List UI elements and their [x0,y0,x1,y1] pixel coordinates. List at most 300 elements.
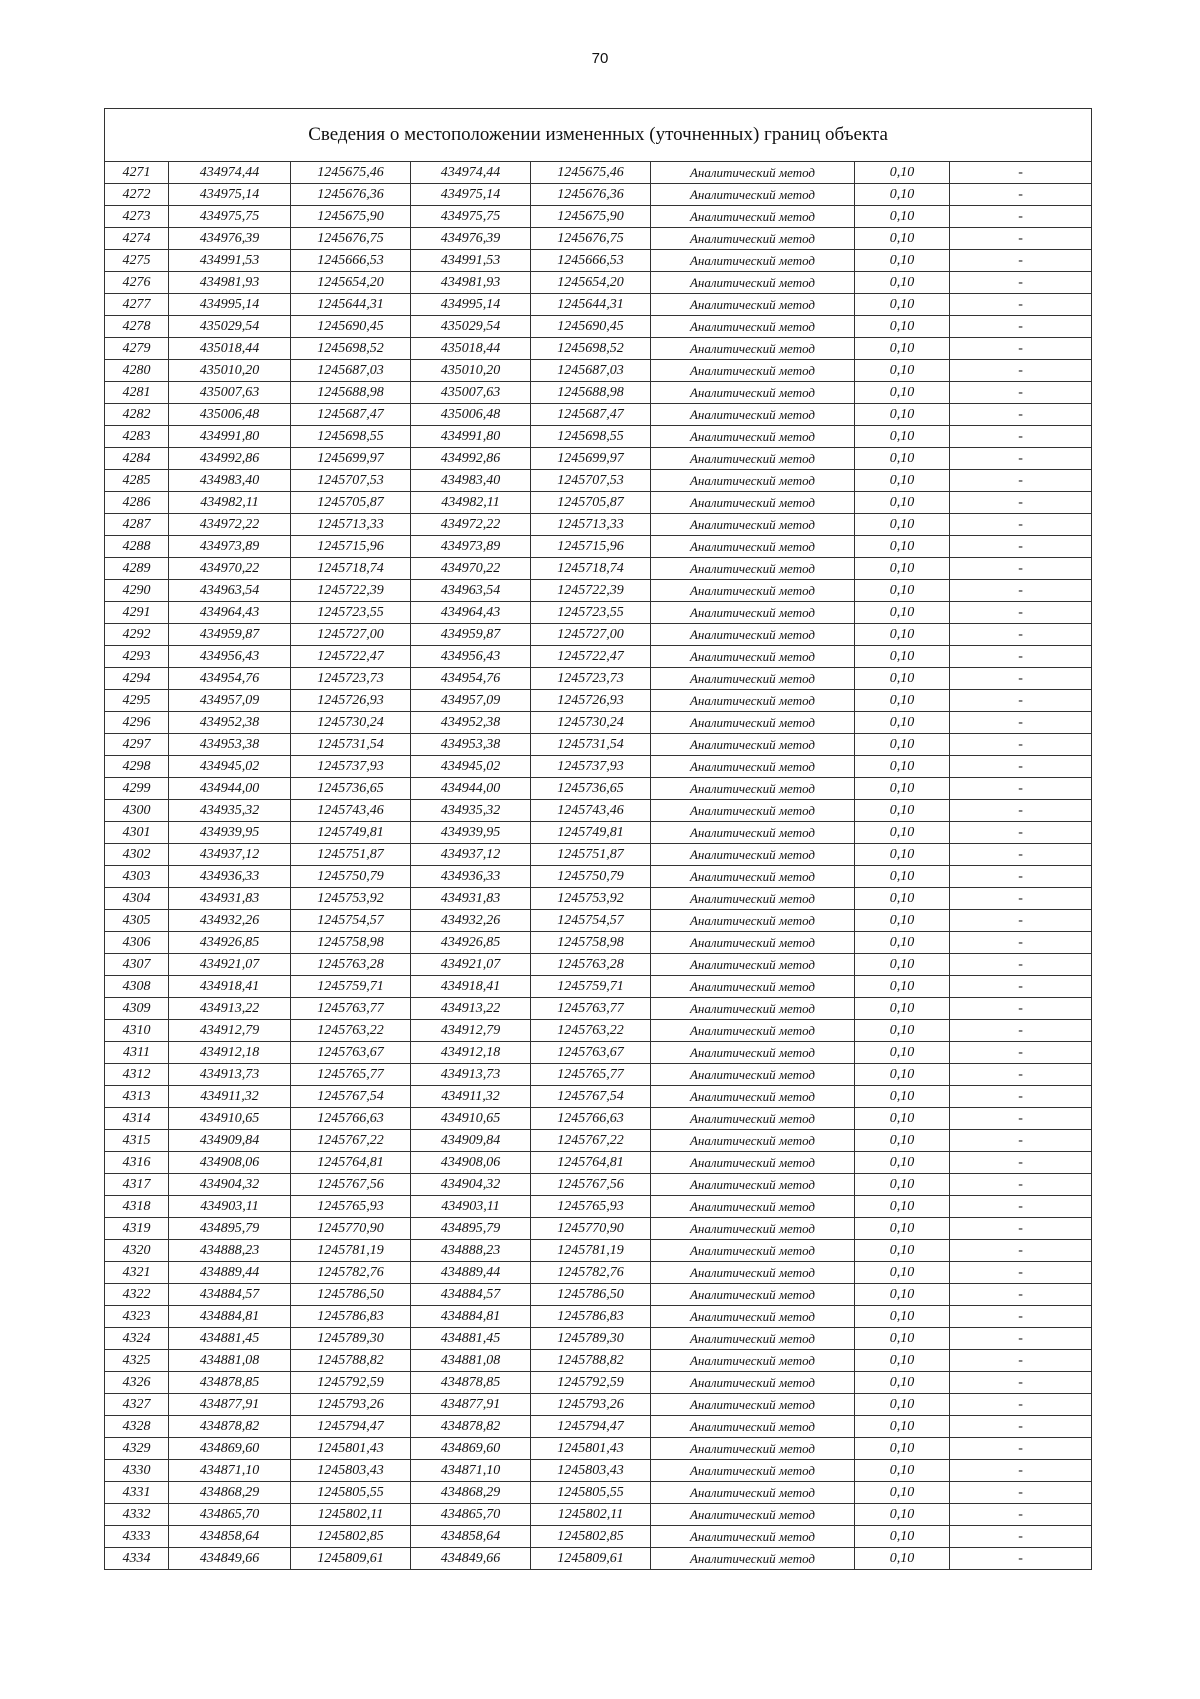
table-row [105,1218,1092,1240]
y-existing-cell: 1245722,39 [291,580,411,602]
table-row [105,558,1092,580]
point-number-cell: 4284 [105,448,169,470]
method-cell: Аналитический метод [651,294,855,316]
accuracy-cell: 0,10 [855,844,950,866]
description-cell: - [950,976,1092,998]
point-number-cell: 4288 [105,536,169,558]
accuracy-cell: 0,10 [855,1284,950,1306]
x-new-cell: 434991,80 [411,426,531,448]
x-existing-cell: 434959,87 [169,624,291,646]
point-number-cell: 4320 [105,1240,169,1262]
table-row [105,1482,1092,1504]
y-existing-cell: 1245730,24 [291,712,411,734]
description-cell: - [950,162,1092,184]
x-existing-cell: 434981,93 [169,272,291,294]
accuracy-cell: 0,10 [855,1328,950,1350]
description-cell: - [950,602,1092,624]
accuracy-cell: 0,10 [855,998,950,1020]
method-cell: Аналитический метод [651,690,855,712]
x-existing-cell: 434881,08 [169,1350,291,1372]
accuracy-cell: 0,10 [855,1218,950,1240]
table-row [105,162,1092,184]
y-new-cell: 1245766,63 [531,1108,651,1130]
table-row [105,734,1092,756]
description-cell: - [950,1548,1092,1570]
method-cell: Аналитический метод [651,1306,855,1328]
accuracy-cell: 0,10 [855,910,950,932]
accuracy-cell: 0,10 [855,800,950,822]
y-new-cell: 1245786,50 [531,1284,651,1306]
x-existing-cell: 434926,85 [169,932,291,954]
x-new-cell: 434895,79 [411,1218,531,1240]
method-cell: Аналитический метод [651,448,855,470]
description-cell: - [950,1262,1092,1284]
y-existing-cell: 1245698,55 [291,426,411,448]
method-cell: Аналитический метод [651,272,855,294]
y-new-cell: 1245786,83 [531,1306,651,1328]
description-cell: - [950,338,1092,360]
x-existing-cell: 434888,23 [169,1240,291,1262]
point-number-cell: 4317 [105,1174,169,1196]
x-new-cell: 434976,39 [411,228,531,250]
point-number-cell: 4329 [105,1438,169,1460]
x-new-cell: 435006,48 [411,404,531,426]
description-cell: - [950,1240,1092,1262]
y-new-cell: 1245767,54 [531,1086,651,1108]
y-existing-cell: 1245763,77 [291,998,411,1020]
x-new-cell: 434975,14 [411,184,531,206]
y-new-cell: 1245763,22 [531,1020,651,1042]
accuracy-cell: 0,10 [855,162,950,184]
x-new-cell: 434957,09 [411,690,531,712]
table-row [105,888,1092,910]
description-cell: - [950,668,1092,690]
y-existing-cell: 1245676,75 [291,228,411,250]
y-new-cell: 1245788,82 [531,1350,651,1372]
accuracy-cell: 0,10 [855,272,950,294]
y-new-cell: 1245705,87 [531,492,651,514]
y-new-cell: 1245722,47 [531,646,651,668]
y-existing-cell: 1245690,45 [291,316,411,338]
x-new-cell: 435018,44 [411,338,531,360]
method-cell: Аналитический метод [651,184,855,206]
description-cell: - [950,1042,1092,1064]
point-number-cell: 4312 [105,1064,169,1086]
y-new-cell: 1245758,98 [531,932,651,954]
table-row [105,954,1092,976]
table-row [105,1262,1092,1284]
accuracy-cell: 0,10 [855,1196,950,1218]
y-existing-cell: 1245788,82 [291,1350,411,1372]
table-row [105,184,1092,206]
accuracy-cell: 0,10 [855,536,950,558]
method-cell: Аналитический метод [651,1394,855,1416]
description-cell: - [950,448,1092,470]
point-number-cell: 4331 [105,1482,169,1504]
y-new-cell: 1245802,11 [531,1504,651,1526]
y-new-cell: 1245743,46 [531,800,651,822]
x-new-cell: 434981,93 [411,272,531,294]
point-number-cell: 4309 [105,998,169,1020]
x-existing-cell: 434895,79 [169,1218,291,1240]
table-row [105,1108,1092,1130]
point-number-cell: 4316 [105,1152,169,1174]
x-existing-cell: 434973,89 [169,536,291,558]
point-number-cell: 4299 [105,778,169,800]
x-existing-cell: 434878,85 [169,1372,291,1394]
y-new-cell: 1245794,47 [531,1416,651,1438]
x-new-cell: 434974,44 [411,162,531,184]
description-cell: - [950,426,1092,448]
table-row [105,1548,1092,1570]
y-existing-cell: 1245753,92 [291,888,411,910]
accuracy-cell: 0,10 [855,1086,950,1108]
x-new-cell: 434884,57 [411,1284,531,1306]
description-cell: - [950,250,1092,272]
accuracy-cell: 0,10 [855,1548,950,1570]
method-cell: Аналитический метод [651,976,855,998]
accuracy-cell: 0,10 [855,470,950,492]
method-cell: Аналитический метод [651,1284,855,1306]
y-existing-cell: 1245687,03 [291,360,411,382]
table-row [105,1064,1092,1086]
table-row [105,822,1092,844]
point-number-cell: 4319 [105,1218,169,1240]
description-cell: - [950,844,1092,866]
y-new-cell: 1245722,39 [531,580,651,602]
accuracy-cell: 0,10 [855,492,950,514]
description-cell: - [950,1526,1092,1548]
x-new-cell: 434878,85 [411,1372,531,1394]
y-existing-cell: 1245765,93 [291,1196,411,1218]
y-new-cell: 1245763,28 [531,954,651,976]
y-new-cell: 1245675,46 [531,162,651,184]
y-existing-cell: 1245786,83 [291,1306,411,1328]
y-existing-cell: 1245723,55 [291,602,411,624]
point-number-cell: 4295 [105,690,169,712]
table-row [105,690,1092,712]
table-row [105,1284,1092,1306]
accuracy-cell: 0,10 [855,1504,950,1526]
x-existing-cell: 434976,39 [169,228,291,250]
x-new-cell: 434865,70 [411,1504,531,1526]
y-existing-cell: 1245743,46 [291,800,411,822]
x-new-cell: 434995,14 [411,294,531,316]
table-row [105,1174,1092,1196]
table-row [105,448,1092,470]
description-cell: - [950,1372,1092,1394]
method-cell: Аналитический метод [651,822,855,844]
accuracy-cell: 0,10 [855,976,950,998]
point-number-cell: 4324 [105,1328,169,1350]
x-new-cell: 434963,54 [411,580,531,602]
x-existing-cell: 435018,44 [169,338,291,360]
point-number-cell: 4298 [105,756,169,778]
table-row [105,206,1092,228]
point-number-cell: 4322 [105,1284,169,1306]
description-cell: - [950,580,1092,602]
x-new-cell: 434956,43 [411,646,531,668]
method-cell: Аналитический метод [651,250,855,272]
method-cell: Аналитический метод [651,360,855,382]
y-existing-cell: 1245763,22 [291,1020,411,1042]
method-cell: Аналитический метод [651,1482,855,1504]
y-new-cell: 1245767,56 [531,1174,651,1196]
description-cell: - [950,778,1092,800]
method-cell: Аналитический метод [651,404,855,426]
accuracy-cell: 0,10 [855,360,950,382]
y-new-cell: 1245687,03 [531,360,651,382]
point-number-cell: 4330 [105,1460,169,1482]
accuracy-cell: 0,10 [855,756,950,778]
method-cell: Аналитический метод [651,316,855,338]
method-cell: Аналитический метод [651,1504,855,1526]
point-number-cell: 4272 [105,184,169,206]
x-new-cell: 434945,02 [411,756,531,778]
table-row [105,382,1092,404]
table-row [105,1504,1092,1526]
y-new-cell: 1245654,20 [531,272,651,294]
point-number-cell: 4325 [105,1350,169,1372]
method-cell: Аналитический метод [651,1064,855,1086]
point-number-cell: 4297 [105,734,169,756]
x-existing-cell: 434918,41 [169,976,291,998]
y-existing-cell: 1245786,50 [291,1284,411,1306]
x-new-cell: 435029,54 [411,316,531,338]
description-cell: - [950,910,1092,932]
table-row [105,272,1092,294]
x-existing-cell: 434865,70 [169,1504,291,1526]
y-new-cell: 1245781,19 [531,1240,651,1262]
y-existing-cell: 1245767,22 [291,1130,411,1152]
method-cell: Аналитический метод [651,1108,855,1130]
y-existing-cell: 1245789,30 [291,1328,411,1350]
point-number-cell: 4271 [105,162,169,184]
x-existing-cell: 434869,60 [169,1438,291,1460]
y-existing-cell: 1245736,65 [291,778,411,800]
x-new-cell: 434921,07 [411,954,531,976]
y-existing-cell: 1245687,47 [291,404,411,426]
table-row [105,316,1092,338]
x-new-cell: 434937,12 [411,844,531,866]
x-new-cell: 434913,73 [411,1064,531,1086]
x-new-cell: 434954,76 [411,668,531,690]
method-cell: Аналитический метод [651,1130,855,1152]
x-new-cell: 434918,41 [411,976,531,998]
method-cell: Аналитический метод [651,558,855,580]
accuracy-cell: 0,10 [855,228,950,250]
point-number-cell: 4273 [105,206,169,228]
description-cell: - [950,470,1092,492]
method-cell: Аналитический метод [651,1460,855,1482]
y-existing-cell: 1245727,00 [291,624,411,646]
y-existing-cell: 1245722,47 [291,646,411,668]
y-existing-cell: 1245718,74 [291,558,411,580]
point-number-cell: 4313 [105,1086,169,1108]
description-cell: - [950,558,1092,580]
point-number-cell: 4289 [105,558,169,580]
table-row [105,602,1092,624]
point-number-cell: 4303 [105,866,169,888]
description-cell: - [950,206,1092,228]
x-new-cell: 435007,63 [411,382,531,404]
y-existing-cell: 1245809,61 [291,1548,411,1570]
method-cell: Аналитический метод [651,646,855,668]
x-existing-cell: 435006,48 [169,404,291,426]
accuracy-cell: 0,10 [855,1174,950,1196]
y-new-cell: 1245726,93 [531,690,651,712]
table-row [105,492,1092,514]
table-row [105,294,1092,316]
y-existing-cell: 1245766,63 [291,1108,411,1130]
table-row [105,1152,1092,1174]
x-new-cell: 434936,33 [411,866,531,888]
x-new-cell: 434858,64 [411,1526,531,1548]
table-row [105,1416,1092,1438]
point-number-cell: 4294 [105,668,169,690]
description-cell: - [950,1108,1092,1130]
table-row [105,250,1092,272]
x-existing-cell: 434849,66 [169,1548,291,1570]
accuracy-cell: 0,10 [855,712,950,734]
page-number: 70 [591,50,609,67]
method-cell: Аналитический метод [651,888,855,910]
point-number-cell: 4334 [105,1548,169,1570]
y-new-cell: 1245715,96 [531,536,651,558]
y-new-cell: 1245751,87 [531,844,651,866]
method-cell: Аналитический метод [651,1548,855,1570]
y-new-cell: 1245749,81 [531,822,651,844]
y-new-cell: 1245675,90 [531,206,651,228]
accuracy-cell: 0,10 [855,1020,950,1042]
y-new-cell: 1245802,85 [531,1526,651,1548]
x-new-cell: 434869,60 [411,1438,531,1460]
y-existing-cell: 1245781,19 [291,1240,411,1262]
x-existing-cell: 435010,20 [169,360,291,382]
description-cell: - [950,492,1092,514]
accuracy-cell: 0,10 [855,316,950,338]
description-cell: - [950,932,1092,954]
description-cell: - [950,228,1092,250]
method-cell: Аналитический метод [651,580,855,602]
accuracy-cell: 0,10 [855,1108,950,1130]
x-new-cell: 434972,22 [411,514,531,536]
y-existing-cell: 1245654,20 [291,272,411,294]
x-existing-cell: 434881,45 [169,1328,291,1350]
x-existing-cell: 434912,79 [169,1020,291,1042]
x-existing-cell: 434954,76 [169,668,291,690]
y-existing-cell: 1245688,98 [291,382,411,404]
method-cell: Аналитический метод [651,382,855,404]
x-new-cell: 434904,32 [411,1174,531,1196]
accuracy-cell: 0,10 [855,1416,950,1438]
x-existing-cell: 434868,29 [169,1482,291,1504]
method-cell: Аналитический метод [651,668,855,690]
method-cell: Аналитический метод [651,1152,855,1174]
point-number-cell: 4307 [105,954,169,976]
method-cell: Аналитический метод [651,1174,855,1196]
accuracy-cell: 0,10 [855,580,950,602]
y-new-cell: 1245713,33 [531,514,651,536]
table-row [105,1372,1092,1394]
accuracy-cell: 0,10 [855,426,950,448]
x-new-cell: 434931,83 [411,888,531,910]
point-number-cell: 4281 [105,382,169,404]
y-existing-cell: 1245764,81 [291,1152,411,1174]
x-new-cell: 434908,06 [411,1152,531,1174]
y-existing-cell: 1245767,56 [291,1174,411,1196]
description-cell: - [950,1174,1092,1196]
y-new-cell: 1245707,53 [531,470,651,492]
table-row [105,338,1092,360]
table-row [105,910,1092,932]
x-existing-cell: 434903,11 [169,1196,291,1218]
y-existing-cell: 1245758,98 [291,932,411,954]
method-cell: Аналитический метод [651,602,855,624]
method-cell: Аналитический метод [651,492,855,514]
x-new-cell: 434912,79 [411,1020,531,1042]
method-cell: Аналитический метод [651,1416,855,1438]
method-cell: Аналитический метод [651,514,855,536]
point-number-cell: 4275 [105,250,169,272]
x-new-cell: 434868,29 [411,1482,531,1504]
x-existing-cell: 434913,73 [169,1064,291,1086]
x-new-cell: 435010,20 [411,360,531,382]
x-existing-cell: 434858,64 [169,1526,291,1548]
description-cell: - [950,822,1092,844]
point-number-cell: 4292 [105,624,169,646]
method-cell: Аналитический метод [651,162,855,184]
y-new-cell: 1245753,92 [531,888,651,910]
point-number-cell: 4321 [105,1262,169,1284]
x-existing-cell: 434931,83 [169,888,291,910]
y-existing-cell: 1245792,59 [291,1372,411,1394]
y-new-cell: 1245644,31 [531,294,651,316]
point-number-cell: 4333 [105,1526,169,1548]
table-row [105,1020,1092,1042]
y-existing-cell: 1245705,87 [291,492,411,514]
table-row [105,756,1092,778]
method-cell: Аналитический метод [651,426,855,448]
table-row [105,1526,1092,1548]
y-new-cell: 1245736,65 [531,778,651,800]
method-cell: Аналитический метод [651,712,855,734]
x-existing-cell: 434944,00 [169,778,291,800]
y-new-cell: 1245792,59 [531,1372,651,1394]
x-existing-cell: 434913,22 [169,998,291,1020]
method-cell: Аналитический метод [651,1086,855,1108]
method-cell: Аналитический метод [651,206,855,228]
description-cell: - [950,514,1092,536]
table-row [105,712,1092,734]
y-new-cell: 1245690,45 [531,316,651,338]
description-cell: - [950,1064,1092,1086]
y-existing-cell: 1245759,71 [291,976,411,998]
accuracy-cell: 0,10 [855,1482,950,1504]
x-existing-cell: 434953,38 [169,734,291,756]
description-cell: - [950,646,1092,668]
description-cell: - [950,382,1092,404]
y-existing-cell: 1245737,93 [291,756,411,778]
table-row [105,470,1092,492]
method-cell: Аналитический метод [651,1240,855,1262]
y-new-cell: 1245676,75 [531,228,651,250]
y-existing-cell: 1245666,53 [291,250,411,272]
y-new-cell: 1245764,81 [531,1152,651,1174]
x-new-cell: 434849,66 [411,1548,531,1570]
description-cell: - [950,1482,1092,1504]
y-existing-cell: 1245675,90 [291,206,411,228]
